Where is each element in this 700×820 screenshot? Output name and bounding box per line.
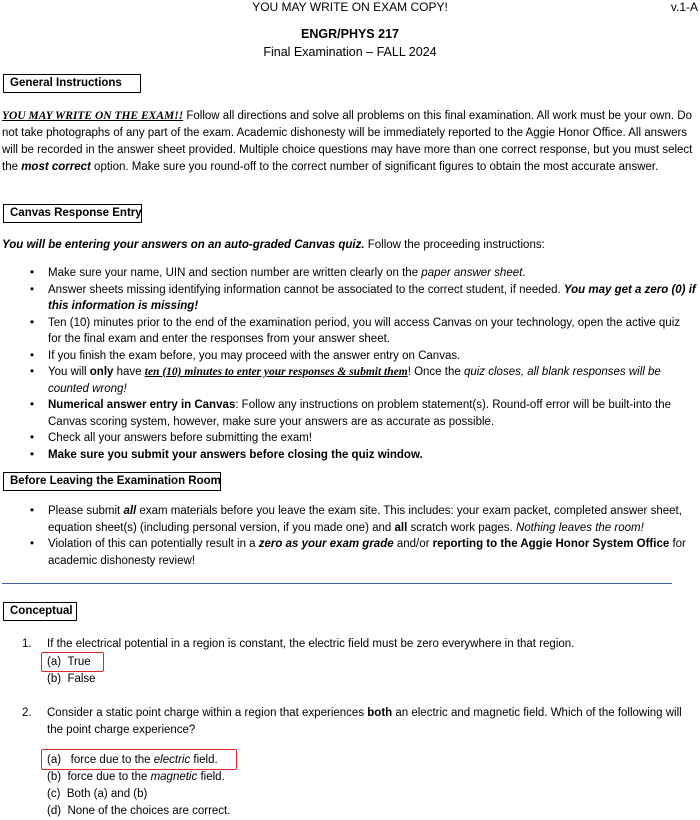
list-item: • Answer sheets missing identifying information cannot be associated to the correct student, if needed. You may get a zero (0) if this information is missing!	[30, 283, 696, 312]
q2-option-c[interactable]: (c) Both (a) and (b)	[47, 788, 148, 800]
q2-option-d[interactable]: (d) None of the choices are correct.	[47, 805, 231, 817]
leaving-instructions-list	[0, 503, 696, 569]
list-item: • Make sure you submit your answers before closing the quiz window.	[30, 448, 423, 461]
q2-option-a[interactable]: (a) force due to the electric field.	[47, 754, 218, 766]
question-1-text: If the electrical potential in a region is constant, the electric field must be zero everywhere in that region.	[47, 638, 575, 650]
q2-selected-answer-highlight	[41, 749, 237, 770]
list-item: • Numerical answer entry in Canvas: Follow any instructions on problem statement(s). Round-off error will be built-into the Canvas scoring system, however, make sure your answers are as accurate as possible.	[30, 399, 671, 428]
list-item: • Check all your answers before submitting the exam!	[30, 432, 312, 444]
q1-option-b[interactable]: (b) False	[47, 673, 96, 685]
exam-title: Final Examination – FALL 2024	[263, 45, 437, 59]
q2-option-b[interactable]: (b) force due to the magnetic field.	[47, 771, 225, 783]
course-title: ENGR/PHYS 217	[301, 27, 399, 41]
question-2-text: Consider a static point charge within a region that experiences both an electric and magnetic field. Which of the following will the point charge experience?	[47, 707, 682, 736]
section-conceptual: Conceptual	[3, 602, 77, 621]
canvas-intro: You will be entering your answers on an auto-graded Canvas quiz. Follow the proceeding instructions:	[2, 239, 545, 251]
exam-copy-banner: YOU MAY WRITE ON EXAM COPY!	[252, 0, 448, 14]
list-item: • You will only have ten (10) minutes to enter your responses & submit them! Once the quiz closes, all blank responses will be counted wrong!	[30, 366, 661, 395]
section-divider	[2, 583, 672, 584]
list-item: • Ten (10) minutes prior to the end of the examination period, you will access Canvas on your technology, open the active quiz for the final exam and enter the responses from your answer sheet.	[30, 316, 681, 345]
general-instructions-text: YOU MAY WRITE ON THE EXAM!! Follow all directions and solve all problems on this final examination. All work must be your own. Do not take photographs of any part of the exam. Academic dishonesty will be immediately reported to the Aggie Honor Office. All answers will be recorded in the answer sheet provided. Multiple choice questions may have more than one correct response, but you must select the most correct option. Make sure you round-off to the correct number of significant figures to obtain the most accurate answer.	[2, 110, 693, 173]
list-item: • If you finish the exam before, you may proceed with the answer entry on Canvas.	[30, 349, 461, 362]
list-item: • Please submit all exam materials before you leave the exam site. This includes: your exam packet, completed answer sheet, equation sheet(s) (including personal version, if you made one) and all scratch work pages. Nothing leaves the room!	[30, 505, 682, 534]
section-before-leaving: Before Leaving the Examination Room	[3, 472, 221, 491]
section-canvas-response-entry: Canvas Response Entry	[3, 204, 142, 223]
section-general-instructions: General Instructions	[3, 74, 141, 93]
canvas-instructions-list	[0, 265, 696, 463]
list-item: • Make sure your name, UIN and section number are written clearly on the paper answer sheet.	[30, 267, 526, 279]
question-2: 2. Consider a static point charge within a region that experiences both an electric and magnetic field. Which of the following will the point charge experience?	[22, 705, 698, 739]
q1-option-a[interactable]: (a) True	[47, 656, 91, 668]
question-1: 1. If the electrical potential in a region is constant, the electric field must be zero everywhere in that region.	[22, 636, 698, 653]
q1-selected-answer-highlight	[41, 652, 104, 672]
version-label: v.1-A	[670, 0, 698, 14]
write-on-exam-lead: YOU MAY WRITE ON THE EXAM!!	[2, 110, 184, 122]
list-item: • Violation of this can potentially result in a zero as your exam grade and/or reporting to the Aggie Honor System Office for academic dishonesty review!	[30, 538, 686, 567]
